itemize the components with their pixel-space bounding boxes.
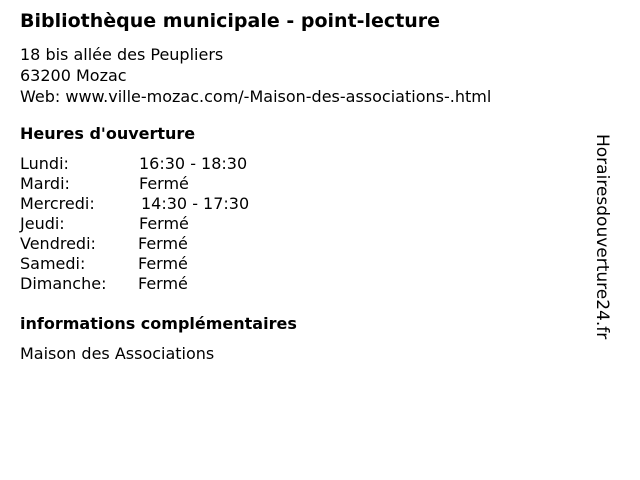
site-watermark: Horairesdouverture24.fr (592, 134, 612, 340)
website-link[interactable]: Web: www.ville-mozac.com/-Maison-des-associations-.html (20, 87, 492, 106)
hours-value: Fermé (139, 214, 189, 233)
hours-value: Fermé (138, 274, 188, 293)
day-label: Samedi: (20, 254, 86, 273)
day-label: Jeudi: (20, 214, 65, 233)
opening-hours-heading: Heures d'ouverture (20, 124, 196, 143)
day-label: Lundi: (20, 154, 69, 173)
day-label: Mardi: (20, 174, 70, 193)
hours-value: Fermé (138, 234, 188, 253)
hours-value: Fermé (138, 254, 188, 273)
address-city: 63200 Mozac (20, 66, 127, 85)
address-street: 18 bis allée des Peupliers (20, 45, 224, 64)
day-label: Vendredi: (20, 234, 96, 253)
hours-value: Fermé (139, 174, 189, 193)
additional-info-text: Maison des Associations (20, 344, 215, 363)
hours-value: 14:30 - 17:30 (141, 194, 250, 213)
day-label: Dimanche: (20, 274, 107, 293)
day-label: Mercredi: (20, 194, 95, 213)
additional-info-heading: informations complémentaires (20, 314, 297, 333)
page-title: Bibliothèque municipale - point-lecture (20, 10, 441, 32)
address-block (20, 44, 491, 107)
hours-value: 16:30 - 18:30 (139, 154, 248, 173)
